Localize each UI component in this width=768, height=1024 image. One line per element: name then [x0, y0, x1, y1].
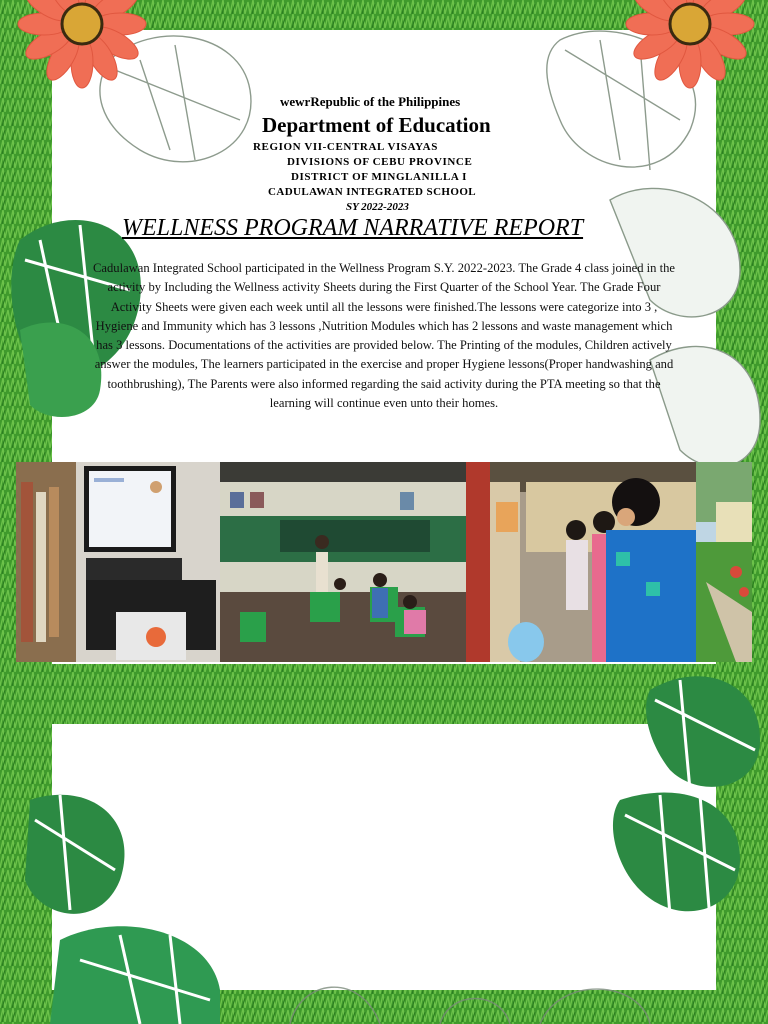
report-title: WELLNESS PROGRAM NARRATIVE REPORT: [122, 215, 584, 241]
photo-classroom-learners: [220, 462, 466, 662]
photo-printing-modules: [16, 462, 220, 662]
department-title: Department of Education: [262, 113, 491, 137]
region-line: REGION VII-CENTRAL VISAYAS: [253, 141, 438, 153]
school-year: SY 2022-2023: [346, 201, 409, 213]
division-line: DIVISIONS OF CEBU PROVINCE: [287, 156, 473, 168]
school-line: CADULAWAN INTEGRATED SCHOOL: [268, 186, 477, 198]
republic-line: wewrRepublic of the Philippines: [280, 94, 461, 109]
narrative-paragraph: Cadulawan Integrated School participated in the Wellness Program S.Y. 2022-2023. The Grade 4 class joined in the activity by Including the Wellness activity Sheets during the First Quarter of the School Year. The Grade Four Activity Sheets were given each week until all the lessons were finished.The lessons were categorize into 3 , Hygiene and Immunity which has 3 lessons ,Nutrition Modules which has 2 lessons and waste management which has 3 lessons. Documentations of the activities are provided below. The Printing of the modules, Children actively answer the modules, The learners participated in the exercise and proper Hygiene lessons(Proper handwashing and toothbrushing), The Parents were also informed regarding the said activity during the PTA meeting so that the learning will continue even unto their homes.: [92, 261, 676, 411]
photo-garden: [696, 462, 752, 662]
district-line: DISTRICT OF MINGLANILLA I: [291, 171, 468, 183]
photo-strip: [16, 462, 752, 662]
photo-hygiene-lesson: [466, 462, 696, 662]
